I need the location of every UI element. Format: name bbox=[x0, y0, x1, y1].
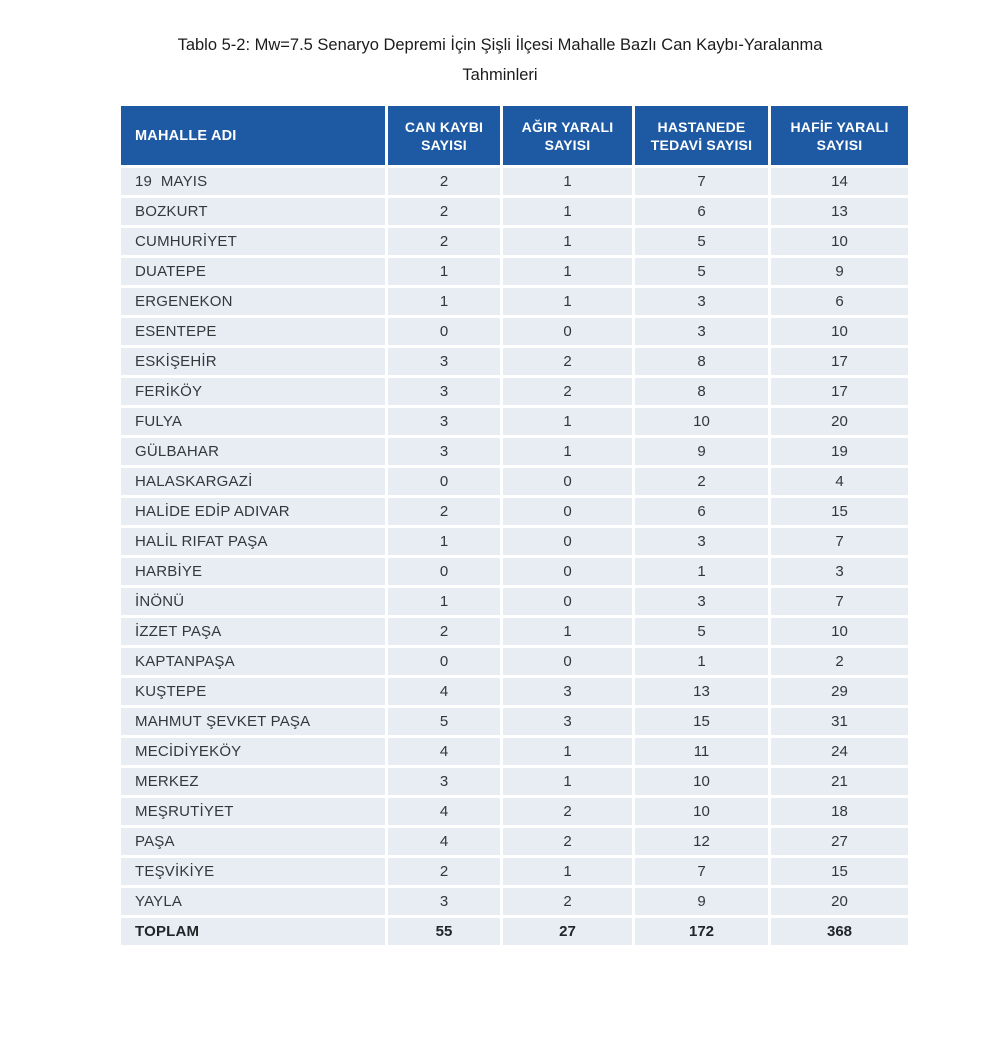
value-cell: 3 bbox=[387, 437, 502, 467]
value-cell: 5 bbox=[387, 707, 502, 737]
table-row bbox=[120, 737, 910, 767]
value-cell: 2 bbox=[770, 647, 910, 677]
value-cell: 10 bbox=[634, 407, 770, 437]
value-cell: 7 bbox=[634, 167, 770, 197]
value-cell: 1 bbox=[634, 557, 770, 587]
table-row bbox=[120, 407, 910, 437]
value-cell: 1 bbox=[502, 197, 634, 227]
table-row bbox=[120, 527, 910, 557]
value-cell: 15 bbox=[770, 497, 910, 527]
value-cell: 3 bbox=[387, 767, 502, 797]
value-cell: 9 bbox=[770, 257, 910, 287]
value-cell: 0 bbox=[502, 317, 634, 347]
neighborhood-cell: ERGENEKON bbox=[120, 287, 387, 317]
table-row bbox=[120, 887, 910, 917]
value-cell: 15 bbox=[634, 707, 770, 737]
value-cell: 1 bbox=[502, 437, 634, 467]
value-cell: 1 bbox=[387, 287, 502, 317]
value-cell: 17 bbox=[770, 347, 910, 377]
total-label-cell: TOPLAM bbox=[120, 917, 387, 947]
value-cell: 4 bbox=[387, 827, 502, 857]
value-cell: 1 bbox=[502, 257, 634, 287]
table-row bbox=[120, 317, 910, 347]
value-cell: 2 bbox=[387, 857, 502, 887]
neighborhood-cell: BOZKURT bbox=[120, 197, 387, 227]
neighborhood-cell: HALASKARGAZİ bbox=[120, 467, 387, 497]
table-row bbox=[120, 557, 910, 587]
table-row bbox=[120, 497, 910, 527]
value-cell: 4 bbox=[770, 467, 910, 497]
value-cell: 2 bbox=[387, 227, 502, 257]
value-cell: 0 bbox=[502, 527, 634, 557]
table-row bbox=[120, 257, 910, 287]
value-cell: 9 bbox=[634, 887, 770, 917]
value-cell: 2 bbox=[387, 167, 502, 197]
table-caption-line1: Tablo 5-2: Mw=7.5 Senaryo Depremi İçin Şişli İlçesi Mahalle Bazlı Can Kaybı-Yaralanma bbox=[177, 36, 823, 54]
table-row bbox=[120, 227, 910, 257]
table-header bbox=[120, 105, 910, 167]
table-row bbox=[120, 767, 910, 797]
value-cell: 6 bbox=[634, 497, 770, 527]
value-cell: 2 bbox=[634, 467, 770, 497]
table-caption-line2: Tahminleri bbox=[462, 66, 538, 84]
table-row bbox=[120, 587, 910, 617]
value-cell: 2 bbox=[502, 377, 634, 407]
value-cell: 3 bbox=[387, 377, 502, 407]
value-cell: 15 bbox=[770, 857, 910, 887]
neighborhood-cell: KUŞTEPE bbox=[120, 677, 387, 707]
value-cell: 0 bbox=[502, 647, 634, 677]
neighborhood-cell: MERKEZ bbox=[120, 767, 387, 797]
value-cell: 5 bbox=[634, 227, 770, 257]
value-cell: 3 bbox=[387, 407, 502, 437]
total-value-cell: 55 bbox=[387, 917, 502, 947]
value-cell: 0 bbox=[502, 467, 634, 497]
value-cell: 3 bbox=[634, 287, 770, 317]
neighborhood-cell: İZZET PAŞA bbox=[120, 617, 387, 647]
table-row bbox=[120, 617, 910, 647]
table-row bbox=[120, 287, 910, 317]
value-cell: 10 bbox=[770, 617, 910, 647]
neighborhood-cell: KAPTANPAŞA bbox=[120, 647, 387, 677]
value-cell: 0 bbox=[387, 317, 502, 347]
table-row bbox=[120, 647, 910, 677]
neighborhood-cell: GÜLBAHAR bbox=[120, 437, 387, 467]
header-mahalle-adi: MAHALLE ADI bbox=[120, 105, 387, 167]
value-cell: 19 bbox=[770, 437, 910, 467]
value-cell: 2 bbox=[387, 497, 502, 527]
table-row bbox=[120, 437, 910, 467]
value-cell: 1 bbox=[502, 737, 634, 767]
value-cell: 4 bbox=[387, 737, 502, 767]
value-cell: 3 bbox=[634, 317, 770, 347]
table-row bbox=[120, 197, 910, 227]
value-cell: 2 bbox=[502, 887, 634, 917]
value-cell: 3 bbox=[634, 527, 770, 557]
neighborhood-cell: FULYA bbox=[120, 407, 387, 437]
value-cell: 3 bbox=[502, 677, 634, 707]
value-cell: 7 bbox=[634, 857, 770, 887]
value-cell: 3 bbox=[634, 587, 770, 617]
neighborhood-cell: ESKİŞEHİR bbox=[120, 347, 387, 377]
value-cell: 2 bbox=[387, 197, 502, 227]
value-cell: 20 bbox=[770, 887, 910, 917]
neighborhood-cell: YAYLA bbox=[120, 887, 387, 917]
neighborhood-cell: ESENTEPE bbox=[120, 317, 387, 347]
neighborhood-cell: MEŞRUTİYET bbox=[120, 797, 387, 827]
neighborhood-cell: FERİKÖY bbox=[120, 377, 387, 407]
value-cell: 27 bbox=[770, 827, 910, 857]
value-cell: 14 bbox=[770, 167, 910, 197]
value-cell: 3 bbox=[387, 347, 502, 377]
neighborhood-cell: MAHMUT ŞEVKET PAŞA bbox=[120, 707, 387, 737]
value-cell: 21 bbox=[770, 767, 910, 797]
value-cell: 6 bbox=[634, 197, 770, 227]
value-cell: 1 bbox=[502, 287, 634, 317]
value-cell: 0 bbox=[502, 497, 634, 527]
value-cell: 3 bbox=[387, 887, 502, 917]
neighborhood-cell: HALİDE EDİP ADIVAR bbox=[120, 497, 387, 527]
value-cell: 0 bbox=[387, 557, 502, 587]
value-cell: 1 bbox=[634, 647, 770, 677]
value-cell: 0 bbox=[387, 647, 502, 677]
value-cell: 17 bbox=[770, 377, 910, 407]
value-cell: 1 bbox=[502, 167, 634, 197]
value-cell: 1 bbox=[502, 227, 634, 257]
value-cell: 13 bbox=[634, 677, 770, 707]
value-cell: 4 bbox=[387, 677, 502, 707]
casualty-table-container bbox=[118, 103, 911, 948]
header-can-kaybi: CAN KAYBI SAYISI bbox=[387, 105, 502, 167]
value-cell: 2 bbox=[502, 827, 634, 857]
header-hastanede-tedavi: HASTANEDE TEDAVİ SAYISI bbox=[634, 105, 770, 167]
value-cell: 1 bbox=[387, 527, 502, 557]
table-caption bbox=[0, 30, 1000, 90]
neighborhood-cell: TEŞVİKİYE bbox=[120, 857, 387, 887]
value-cell: 8 bbox=[634, 347, 770, 377]
value-cell: 5 bbox=[634, 617, 770, 647]
table-header-row bbox=[120, 105, 910, 167]
casualty-table bbox=[118, 103, 911, 948]
neighborhood-cell: 19 MAYIS bbox=[120, 167, 387, 197]
value-cell: 0 bbox=[502, 557, 634, 587]
value-cell: 1 bbox=[387, 257, 502, 287]
value-cell: 0 bbox=[387, 467, 502, 497]
table-body bbox=[120, 167, 910, 917]
header-hafif-yarali: HAFİF YARALI SAYISI bbox=[770, 105, 910, 167]
table-row bbox=[120, 377, 910, 407]
table-footer bbox=[120, 917, 910, 947]
neighborhood-cell: MECİDİYEKÖY bbox=[120, 737, 387, 767]
table-row bbox=[120, 467, 910, 497]
value-cell: 31 bbox=[770, 707, 910, 737]
table-row bbox=[120, 167, 910, 197]
total-value-cell: 172 bbox=[634, 917, 770, 947]
value-cell: 3 bbox=[502, 707, 634, 737]
value-cell: 0 bbox=[502, 587, 634, 617]
neighborhood-cell: DUATEPE bbox=[120, 257, 387, 287]
value-cell: 29 bbox=[770, 677, 910, 707]
neighborhood-cell: HALİL RIFAT PAŞA bbox=[120, 527, 387, 557]
value-cell: 1 bbox=[502, 617, 634, 647]
value-cell: 10 bbox=[770, 227, 910, 257]
table-row bbox=[120, 347, 910, 377]
value-cell: 7 bbox=[770, 527, 910, 557]
value-cell: 12 bbox=[634, 827, 770, 857]
value-cell: 10 bbox=[770, 317, 910, 347]
neighborhood-cell: İNÖNÜ bbox=[120, 587, 387, 617]
table-row bbox=[120, 797, 910, 827]
table-row bbox=[120, 827, 910, 857]
total-row bbox=[120, 917, 910, 947]
value-cell: 18 bbox=[770, 797, 910, 827]
value-cell: 1 bbox=[502, 857, 634, 887]
neighborhood-cell: HARBİYE bbox=[120, 557, 387, 587]
table-row bbox=[120, 677, 910, 707]
value-cell: 13 bbox=[770, 197, 910, 227]
value-cell: 6 bbox=[770, 287, 910, 317]
value-cell: 24 bbox=[770, 737, 910, 767]
value-cell: 10 bbox=[634, 767, 770, 797]
value-cell: 7 bbox=[770, 587, 910, 617]
value-cell: 20 bbox=[770, 407, 910, 437]
value-cell: 2 bbox=[502, 347, 634, 377]
value-cell: 8 bbox=[634, 377, 770, 407]
value-cell: 1 bbox=[387, 587, 502, 617]
table-row bbox=[120, 707, 910, 737]
value-cell: 10 bbox=[634, 797, 770, 827]
value-cell: 4 bbox=[387, 797, 502, 827]
neighborhood-cell: CUMHURİYET bbox=[120, 227, 387, 257]
value-cell: 9 bbox=[634, 437, 770, 467]
value-cell: 11 bbox=[634, 737, 770, 767]
header-agir-yarali: AĞIR YARALI SAYISI bbox=[502, 105, 634, 167]
neighborhood-cell: PAŞA bbox=[120, 827, 387, 857]
table-row bbox=[120, 857, 910, 887]
total-value-cell: 368 bbox=[770, 917, 910, 947]
total-value-cell: 27 bbox=[502, 917, 634, 947]
value-cell: 1 bbox=[502, 407, 634, 437]
value-cell: 1 bbox=[502, 767, 634, 797]
value-cell: 5 bbox=[634, 257, 770, 287]
value-cell: 2 bbox=[502, 797, 634, 827]
value-cell: 3 bbox=[770, 557, 910, 587]
value-cell: 2 bbox=[387, 617, 502, 647]
